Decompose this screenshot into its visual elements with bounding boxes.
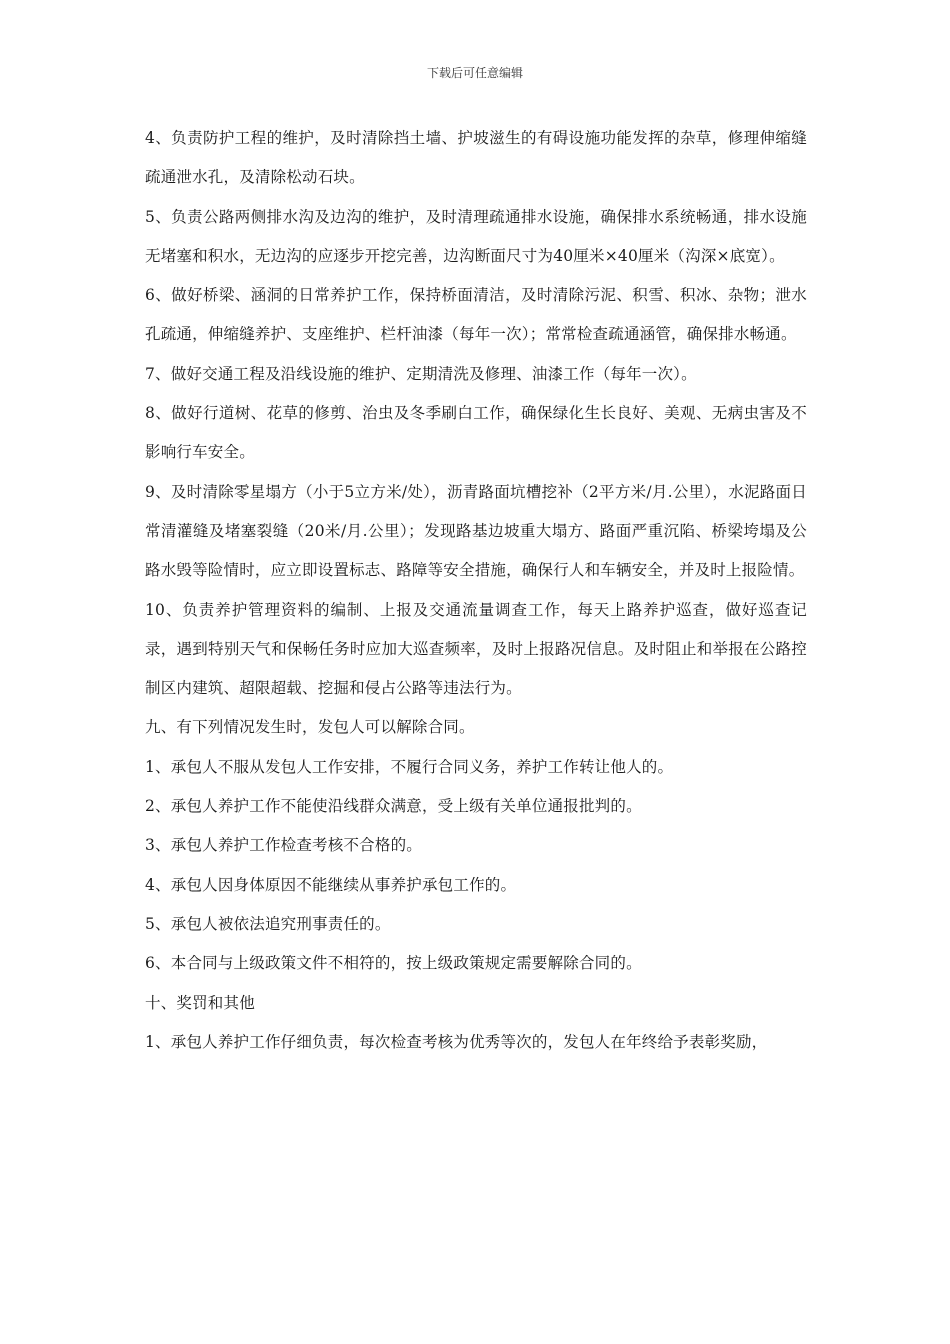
section-heading-rewards: 十、奖罚和其他 [145, 993, 255, 1012]
paragraph-termination-3: 3、承包人养护工作检查考核不合格的。 [145, 836, 422, 855]
paragraph-termination-6: 6、本合同与上级政策文件不相符的，按上级政策规定需要解除合同的。 [145, 954, 642, 973]
paragraph-maintenance-drainage: 5、负责公路两侧排水沟及边沟的维护，及时清理疏通排水设施，确保排水系统畅通，排水设施无堵塞和积水，无边沟的应逐步开挖完善，边沟断面尺寸为40厘米×40厘米（沟深×底宽）。 [145, 207, 807, 265]
page-header: 下载后可任意编辑 [426, 66, 523, 80]
paragraph-termination-1: 1、承包人不服从发包人工作安排，不履行合同义务，养护工作转让他人的。 [145, 757, 674, 776]
paragraph-maintenance-protection: 4、负责防护工程的维护，及时清除挡土墙、护坡滋生的有碍设施功能发挥的杂草，修理伸缩缝疏通泄水孔，及清除松动石块。 [145, 129, 807, 187]
paragraph-maintenance-landslides: 9、及时清除零星塌方（小于5立方米/处），沥青路面坑槽挖补（2平方米/月.公里），水泥路面日常清灌缝及堵塞裂缝（20米/月.公里）；发现路基边坡重大塌方、路面严重沉陷、桥梁垮塌及公路水毁等险情时，应立即设置标志、路障等安全措施，确保行人和车辆安全，并及时上报险情。 [145, 482, 807, 580]
paragraph-rewards-1: 1、承包人养护工作仔细负责，每次检查考核为优秀等次的，发包人在年终给予表彰奖励， [145, 1032, 768, 1051]
document-body [145, 119, 807, 1062]
paragraph-maintenance-traffic-facilities: 7、做好交通工程及沿线设施的维护、定期清洗及修理、油漆工作（每年一次）。 [145, 364, 697, 383]
paragraph-termination-5: 5、承包人被依法追究刑事责任的。 [145, 914, 391, 933]
paragraph-maintenance-records: 10、负责养护管理资料的编制、上报及交通流量调查工作，每天上路养护巡查，做好巡查记录，遇到特别天气和保畅任务时应加大巡查频率，及时上报路况信息。及时阻止和举报在公路控制区内建筑、超限超载、挖掘和侵占公路等违法行为。 [145, 600, 807, 698]
paragraph-maintenance-greening: 8、做好行道树、花草的修剪、治虫及冬季刷白工作，确保绿化生长良好、美观、无病虫害及不影响行车安全。 [145, 404, 807, 462]
section-heading-termination: 九、有下列情况发生时，发包人可以解除合同。 [145, 718, 475, 737]
paragraph-termination-4: 4、承包人因身体原因不能继续从事养护承包工作的。 [145, 875, 517, 894]
paragraph-termination-2: 2、承包人养护工作不能使沿线群众满意，受上级有关单位通报批判的。 [145, 797, 642, 816]
paragraph-maintenance-bridges: 6、做好桥梁、涵洞的日常养护工作，保持桥面清洁，及时清除污泥、积雪、积冰、杂物；泄水孔疏通，伸缩缝养护、支座维护、栏杆油漆（每年一次）；常常检查疏通涵管，确保排水畅通。 [145, 286, 807, 344]
